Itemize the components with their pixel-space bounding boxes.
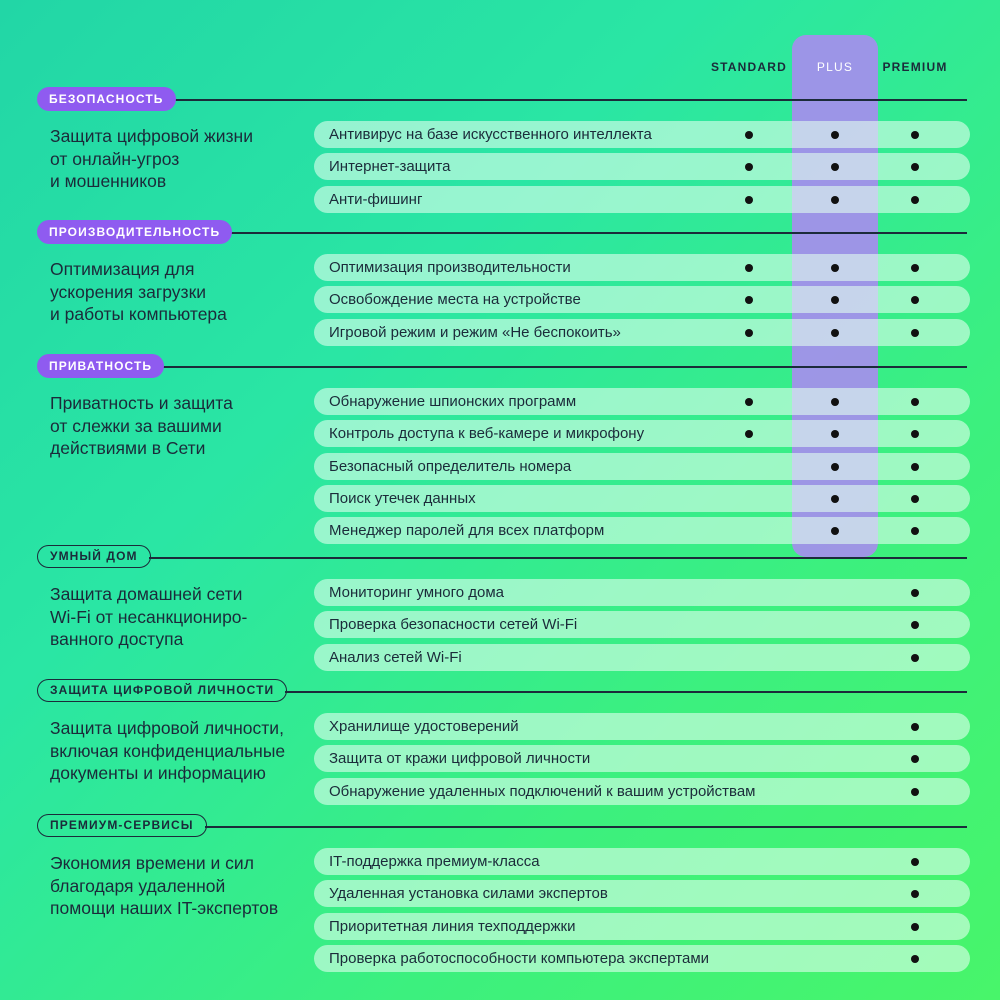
feature-label: Антивирус на базе искусственного интеллекта — [329, 126, 652, 143]
section-divider — [174, 99, 967, 101]
section-header — [37, 354, 967, 380]
included-dot-icon-plus — [831, 495, 839, 503]
section-divider — [285, 691, 967, 693]
included-dot-icon-plus — [831, 264, 839, 272]
feature-row — [314, 913, 970, 940]
section-description: Экономия времени и сил благодаря удаленной помощи наших IT-экспертов — [50, 853, 279, 918]
feature-row — [314, 186, 970, 213]
included-dot-icon-standard — [745, 264, 753, 272]
included-dot-icon-premium — [911, 398, 919, 406]
included-dot-icon-premium — [911, 955, 919, 963]
feature-label: Анализ сетей Wi-Fi — [329, 648, 462, 666]
included-dot-icon-premium — [911, 755, 919, 763]
section-description: Приватность и защита от слежки за вашими действиями в Сети — [50, 393, 233, 458]
feature-label: Анти-фишинг — [329, 190, 423, 208]
feature-row — [314, 319, 970, 346]
included-dot-icon-premium — [911, 296, 919, 304]
included-dot-icon-premium — [911, 723, 919, 731]
included-dot-icon-premium — [911, 890, 919, 898]
feature-label: Мониторинг умного дома — [329, 584, 505, 601]
section-badge: БЕЗОПАСНОСТЬ — [37, 87, 176, 111]
section-description: Защита домашней сети Wi-Fi от несанкциониро- ванного доступа — [50, 584, 248, 649]
column-header-standard: STANDARD — [710, 60, 788, 74]
included-dot-icon-plus — [831, 527, 839, 535]
included-dot-icon-plus — [831, 329, 839, 337]
feature-label: Обнаружение шпионских программ — [329, 393, 577, 410]
section-description: Защита цифровой личности, включая конфиденциальные документы и информацию — [50, 718, 286, 783]
section-divider — [230, 232, 967, 234]
feature-label: Проверка работоспособности компьютера экспертами — [329, 949, 710, 967]
feature-label: Контроль доступа к веб-камере и микрофону — [329, 425, 645, 443]
feature-row — [314, 644, 970, 671]
included-dot-icon-plus — [831, 196, 839, 204]
included-dot-icon-premium — [911, 858, 919, 866]
included-dot-icon-premium — [911, 495, 919, 503]
section-badge: УМНЫЙ ДОМ — [37, 545, 151, 568]
included-dot-icon-premium — [911, 923, 919, 931]
feature-row — [314, 713, 970, 740]
feature-label: Освобождение места на устройстве — [329, 291, 581, 309]
feature-row — [314, 945, 970, 972]
feature-label: Приоритетная линия техподдержки — [329, 917, 576, 935]
included-dot-icon-premium — [911, 654, 919, 662]
feature-row — [314, 254, 970, 281]
section-divider — [162, 366, 967, 368]
section-badge: ЗАЩИТА ЦИФРОВОЙ ЛИЧНОСТИ — [37, 679, 287, 702]
section-header — [37, 679, 967, 705]
feature-row — [314, 745, 970, 772]
feature-label: Безопасный определитель номера — [329, 457, 572, 475]
section-badge: ПРОИЗВОДИТЕЛЬНОСТЬ — [37, 220, 232, 244]
included-dot-icon-premium — [911, 527, 919, 535]
feature-label: Оптимизация производительности — [329, 259, 571, 276]
included-dot-icon-premium — [911, 430, 919, 438]
included-dot-icon-plus — [831, 398, 839, 406]
included-dot-icon-standard — [745, 196, 753, 204]
feature-row — [314, 453, 970, 480]
section-header — [37, 87, 967, 113]
feature-label: Хранилище удостоверений — [329, 718, 519, 735]
section-header — [37, 814, 967, 840]
section-description: Оптимизация для ускорения загрузки и работы компьютера — [50, 259, 227, 324]
feature-row — [314, 420, 970, 447]
included-dot-icon-plus — [831, 163, 839, 171]
included-dot-icon-standard — [745, 296, 753, 304]
included-dot-icon-premium — [911, 163, 919, 171]
section-header — [37, 220, 967, 246]
section-badge: ПРЕМИУМ-СЕРВИСЫ — [37, 814, 207, 837]
feature-row — [314, 121, 970, 148]
section-divider — [149, 557, 967, 559]
column-header-premium: PREMIUM — [882, 60, 948, 74]
feature-row — [314, 286, 970, 313]
feature-label: Проверка безопасности сетей Wi-Fi — [329, 616, 578, 634]
column-header-plus: PLUS — [816, 60, 854, 74]
feature-row — [314, 778, 970, 805]
section-divider — [205, 826, 967, 828]
feature-row — [314, 880, 970, 907]
feature-row — [314, 388, 970, 415]
feature-label: Удаленная установка силами экспертов — [329, 885, 608, 903]
included-dot-icon-premium — [911, 621, 919, 629]
feature-label: Менеджер паролей для всех платформ — [329, 522, 605, 540]
feature-label: Поиск утечек данных — [329, 489, 476, 507]
included-dot-icon-premium — [911, 264, 919, 272]
feature-label: Обнаружение удаленных подключений к вашим устройствам — [329, 782, 756, 800]
included-dot-icon-plus — [831, 131, 839, 139]
included-dot-icon-standard — [745, 131, 753, 139]
included-dot-icon-plus — [831, 463, 839, 471]
feature-row — [314, 848, 970, 875]
included-dot-icon-premium — [911, 788, 919, 796]
section-header — [37, 545, 967, 571]
feature-row — [314, 517, 970, 544]
included-dot-icon-standard — [745, 398, 753, 406]
feature-row — [314, 485, 970, 512]
included-dot-icon-premium — [911, 463, 919, 471]
feature-label: Интернет-защита — [329, 158, 451, 176]
feature-label: Игровой режим и режим «Не беспокоить» — [329, 323, 621, 341]
feature-row — [314, 579, 970, 606]
included-dot-icon-plus — [831, 296, 839, 304]
included-dot-icon-premium — [911, 196, 919, 204]
included-dot-icon-plus — [831, 430, 839, 438]
included-dot-icon-standard — [745, 163, 753, 171]
section-description: Защита цифровой жизни от онлайн-угроз и мошенников — [50, 126, 253, 191]
feature-row — [314, 153, 970, 180]
feature-label: Защита от кражи цифровой личности — [329, 750, 591, 768]
included-dot-icon-standard — [745, 329, 753, 337]
included-dot-icon-premium — [911, 329, 919, 337]
included-dot-icon-premium — [911, 589, 919, 597]
included-dot-icon-premium — [911, 131, 919, 139]
section-badge: ПРИВАТНОСТЬ — [37, 354, 164, 378]
included-dot-icon-standard — [745, 430, 753, 438]
feature-row — [314, 611, 970, 638]
feature-label: IT-поддержка премиум-класса — [329, 853, 540, 870]
